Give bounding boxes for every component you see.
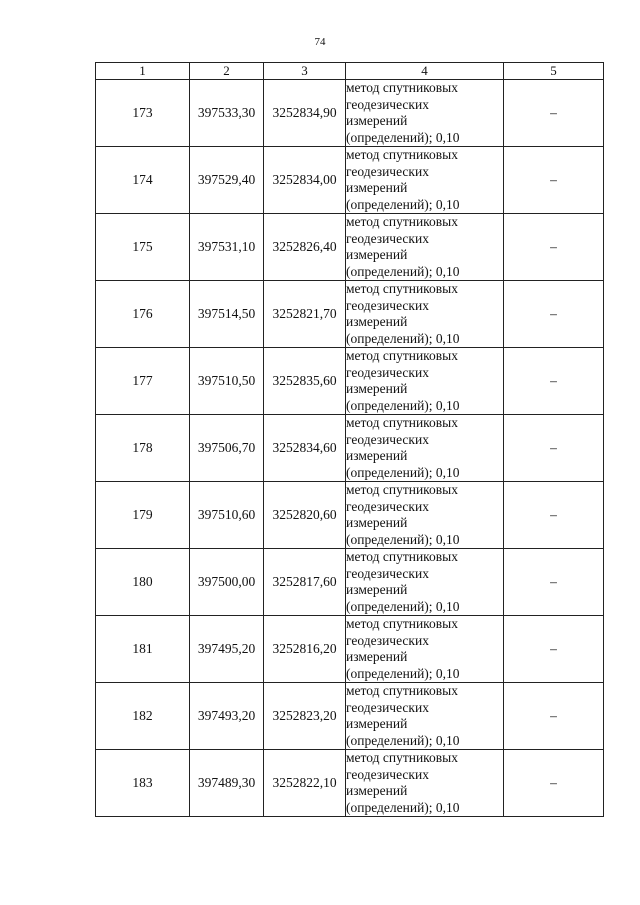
table-row [96, 214, 604, 281]
point-number-cell: 180 [96, 549, 190, 616]
point-number-cell: 175 [96, 214, 190, 281]
table-header-row [96, 63, 604, 80]
point-number-cell: 181 [96, 616, 190, 683]
coordinates-table [95, 62, 604, 817]
table-row [96, 683, 604, 750]
method-cell: метод спутниковых геодезических измерений (определений); 0,10 [346, 348, 504, 415]
y-coordinate-cell: 3252821,70 [264, 281, 346, 348]
x-coordinate-cell: 397489,30 [190, 750, 264, 817]
x-coordinate-cell: 397529,40 [190, 147, 264, 214]
column-header: 3 [264, 63, 346, 80]
method-cell: метод спутниковых геодезических измерений (определений); 0,10 [346, 415, 504, 482]
x-coordinate-cell: 397533,30 [190, 80, 264, 147]
y-coordinate-cell: 3252822,10 [264, 750, 346, 817]
x-coordinate-cell: 397500,00 [190, 549, 264, 616]
point-number-cell: 179 [96, 482, 190, 549]
x-coordinate-cell: 397531,10 [190, 214, 264, 281]
note-cell: – [504, 415, 604, 482]
x-coordinate-cell: 397495,20 [190, 616, 264, 683]
y-coordinate-cell: 3252816,20 [264, 616, 346, 683]
point-number-cell: 176 [96, 281, 190, 348]
note-cell: – [504, 214, 604, 281]
y-coordinate-cell: 3252817,60 [264, 549, 346, 616]
point-number-cell: 183 [96, 750, 190, 817]
table-row [96, 415, 604, 482]
x-coordinate-cell: 397510,60 [190, 482, 264, 549]
table-row [96, 80, 604, 147]
table-row [96, 147, 604, 214]
method-cell: метод спутниковых геодезических измерений (определений); 0,10 [346, 482, 504, 549]
table-row [96, 549, 604, 616]
y-coordinate-cell: 3252834,00 [264, 147, 346, 214]
y-coordinate-cell: 3252826,40 [264, 214, 346, 281]
method-cell: метод спутниковых геодезических измерений (определений); 0,10 [346, 147, 504, 214]
method-cell: метод спутниковых геодезических измерений (определений); 0,10 [346, 549, 504, 616]
point-number-cell: 177 [96, 348, 190, 415]
y-coordinate-cell: 3252823,20 [264, 683, 346, 750]
note-cell: – [504, 616, 604, 683]
x-coordinate-cell: 397510,50 [190, 348, 264, 415]
column-header: 4 [346, 63, 504, 80]
x-coordinate-cell: 397506,70 [190, 415, 264, 482]
column-header: 5 [504, 63, 604, 80]
method-cell: метод спутниковых геодезических измерений (определений); 0,10 [346, 683, 504, 750]
method-cell: метод спутниковых геодезических измерений (определений); 0,10 [346, 750, 504, 817]
method-cell: метод спутниковых геодезических измерений (определений); 0,10 [346, 616, 504, 683]
table-row [96, 616, 604, 683]
method-cell: метод спутниковых геодезических измерений (определений); 0,10 [346, 214, 504, 281]
x-coordinate-cell: 397493,20 [190, 683, 264, 750]
page-number: 74 [314, 36, 326, 48]
y-coordinate-cell: 3252834,90 [264, 80, 346, 147]
point-number-cell: 178 [96, 415, 190, 482]
table-row [96, 750, 604, 817]
method-cell: метод спутниковых геодезических измерений (определений); 0,10 [346, 281, 504, 348]
column-header: 2 [190, 63, 264, 80]
column-header: 1 [96, 63, 190, 80]
note-cell: – [504, 281, 604, 348]
note-cell: – [504, 549, 604, 616]
y-coordinate-cell: 3252834,60 [264, 415, 346, 482]
y-coordinate-cell: 3252820,60 [264, 482, 346, 549]
table-row [96, 482, 604, 549]
note-cell: – [504, 147, 604, 214]
table-row [96, 348, 604, 415]
point-number-cell: 182 [96, 683, 190, 750]
note-cell: – [504, 80, 604, 147]
table-row [96, 281, 604, 348]
note-cell: – [504, 683, 604, 750]
method-cell: метод спутниковых геодезических измерений (определений); 0,10 [346, 80, 504, 147]
point-number-cell: 173 [96, 80, 190, 147]
note-cell: – [504, 750, 604, 817]
point-number-cell: 174 [96, 147, 190, 214]
note-cell: – [504, 482, 604, 549]
note-cell: – [504, 348, 604, 415]
y-coordinate-cell: 3252835,60 [264, 348, 346, 415]
x-coordinate-cell: 397514,50 [190, 281, 264, 348]
